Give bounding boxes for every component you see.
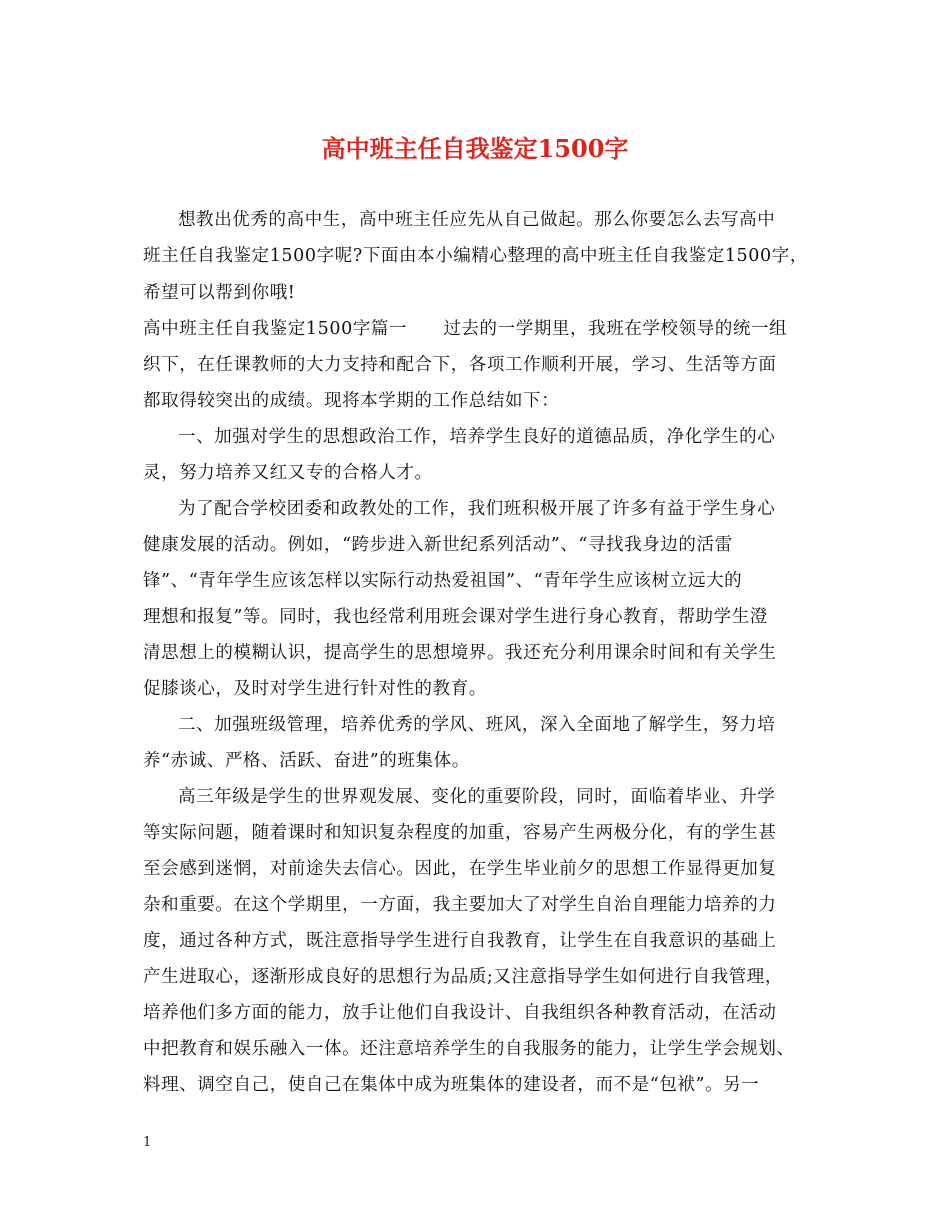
- paragraph-line: 二、加强班级管理，培养优秀的学风、班风，深入全面地了解学生，努力培: [178, 715, 776, 735]
- paragraph-line: 培养他们多方面的能力，放手让他们自我设计、自我组织各种教育活动，在活动: [143, 1003, 777, 1023]
- paragraph-line: 度，通过各种方式，既注意指导学生进行自我教育，让学生在自我意识的基础上: [143, 931, 777, 951]
- paragraph-line: 想教出优秀的高中生，高中班主任应先从自己做起。那么你要怎么去写高中: [178, 210, 776, 230]
- paragraph-line: 养“赤诚、严格、活跃、奋进”的班集体。: [143, 751, 470, 771]
- paragraph-line: 班主任自我鉴定1500字呢?下面由本小编精心整理的高中班主任自我鉴定1500字，: [143, 246, 808, 266]
- paragraph-line: 一、加强对学生的思想政治工作，培养学生良好的道德品质，净化学生的心: [178, 427, 776, 447]
- paragraph-line: 灵，努力培养又红又专的合格人才。: [143, 463, 433, 483]
- paragraph-line: 健康发展的活动。例如，“跨步进入新世纪系列活动”、“寻找我身边的活雷: [143, 535, 733, 555]
- paragraph-line: 高中班主任自我鉴定1500字篇一 过去的一学期里，我班在学校领导的统一组: [143, 319, 788, 339]
- paragraph-line: 料理、调空自己，使自己在集体中成为班集体的建设者，而不是“包袱”。另一: [143, 1075, 760, 1095]
- document-title: 高中班主任自我鉴定1500字: [321, 134, 629, 163]
- paragraph-line: 为了配合学校团委和政教处的工作，我们班积极开展了许多有益于学生身心: [178, 499, 776, 519]
- paragraph-line: 杂和重要。在这个学期里，一方面，我主要加大了对学生自治自理能力培养的力: [143, 895, 777, 915]
- paragraph-line: 等实际问题，随着课时和知识复杂程度的加重，容易产生两极分化，有的学生甚: [143, 823, 777, 843]
- paragraph-line: 清思想上的模糊认识，提高学生的思想境界。我还充分利用课余时间和有关学生: [143, 643, 777, 663]
- paragraph-line: 产生进取心，逐渐形成良好的思想行为品质;又注意指导学生如何进行自我管理，: [143, 967, 783, 987]
- paragraph-line: 高三年级是学生的世界观发展、变化的重要阶段，同时，面临着毕业、升学: [178, 787, 776, 807]
- page-number: 1: [143, 1135, 152, 1150]
- paragraph-line: 促膝谈心，及时对学生进行针对性的教育。: [143, 679, 487, 699]
- paragraph-line: 理想和报复”等。同时，我也经常利用班会课对学生进行身心教育，帮助学生澄: [143, 607, 768, 627]
- paragraph-line: 锋”、“青年学生应该怎样以实际行动热爱祖国”、“青年学生应该树立远大的: [143, 571, 743, 591]
- paragraph-line: 中把教育和娱乐融入一体。还注意培养学生的自我服务的能力，让学生学会规划、: [143, 1039, 795, 1059]
- paragraph-line: 都取得较突出的成绩。现将本学期的工作总结如下：: [143, 391, 560, 411]
- paragraph-line: 织下，在任课教师的大力支持和配合下，各项工作顺利开展，学习、生活等方面: [143, 355, 777, 375]
- paragraph-line: 至会感到迷惘，对前途失去信心。因此，在学生毕业前夕的思想工作显得更加复: [143, 859, 777, 879]
- paragraph-line: 希望可以帮到你哦!: [143, 283, 296, 303]
